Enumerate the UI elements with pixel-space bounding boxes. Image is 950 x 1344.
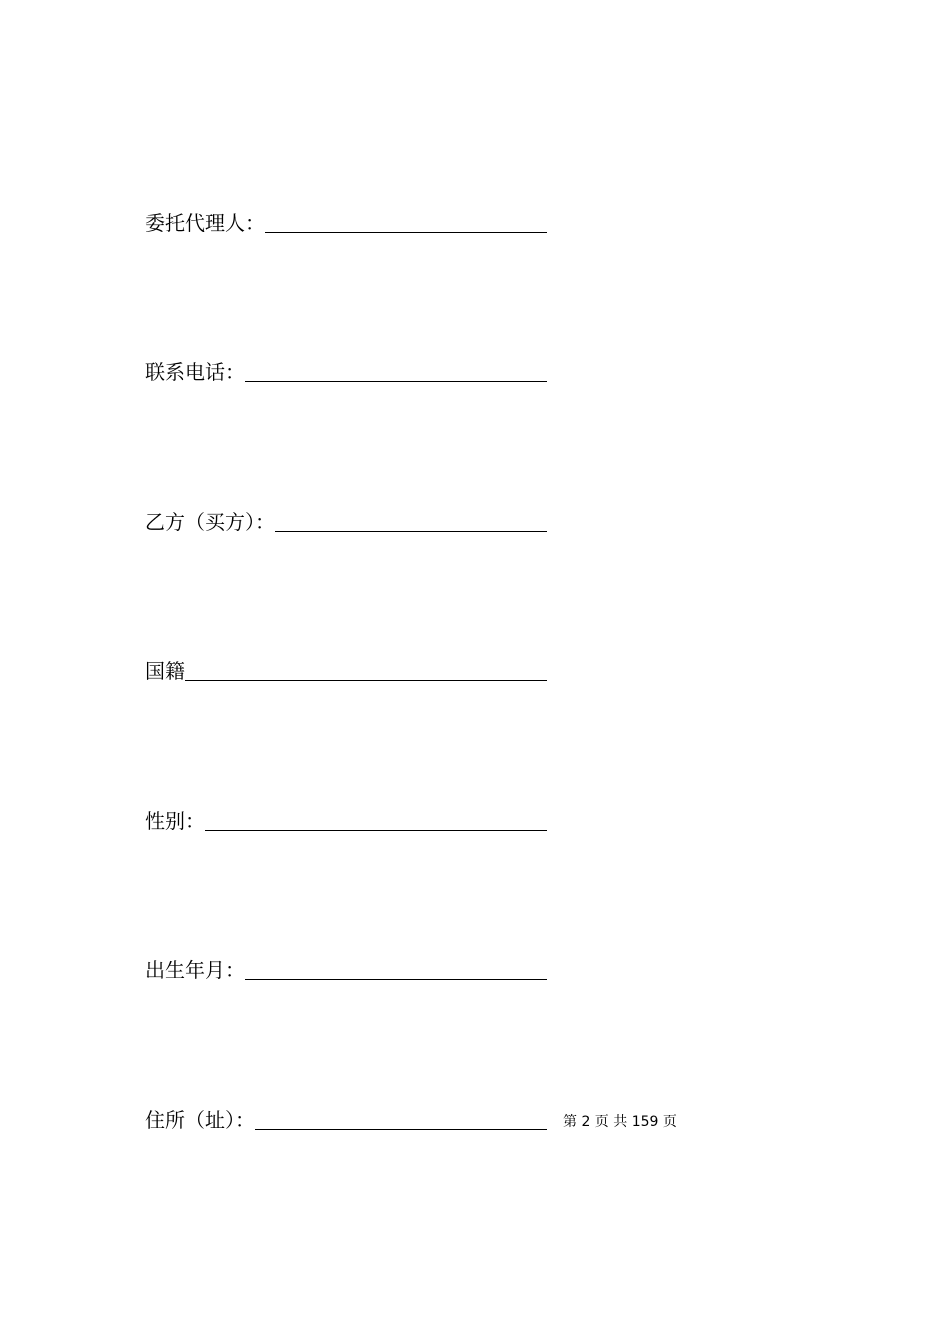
field-label: 乙方（买方）： xyxy=(145,510,275,534)
blank-line xyxy=(205,830,547,831)
blank-line xyxy=(245,979,547,980)
field-nationality xyxy=(145,656,547,686)
blank-line xyxy=(265,232,547,233)
blank-line xyxy=(245,381,547,382)
field-label: 住所（址）： xyxy=(145,1108,255,1132)
blank-line xyxy=(275,531,547,532)
field-label: 出生年月： xyxy=(145,958,245,982)
field-agent xyxy=(145,208,547,238)
page-number: 第 2 页 共 159 页 xyxy=(563,1114,677,1130)
field-label: 国籍 xyxy=(145,659,185,683)
field-birth-date xyxy=(145,955,547,985)
field-phone xyxy=(145,357,547,387)
field-address xyxy=(145,1105,547,1135)
field-gender xyxy=(145,806,547,836)
field-label: 委托代理人： xyxy=(145,211,265,235)
field-party-b xyxy=(145,507,547,537)
blank-line xyxy=(255,1129,547,1130)
field-label: 性别： xyxy=(145,809,205,833)
field-label: 联系电话： xyxy=(145,360,245,384)
blank-line xyxy=(185,680,547,681)
